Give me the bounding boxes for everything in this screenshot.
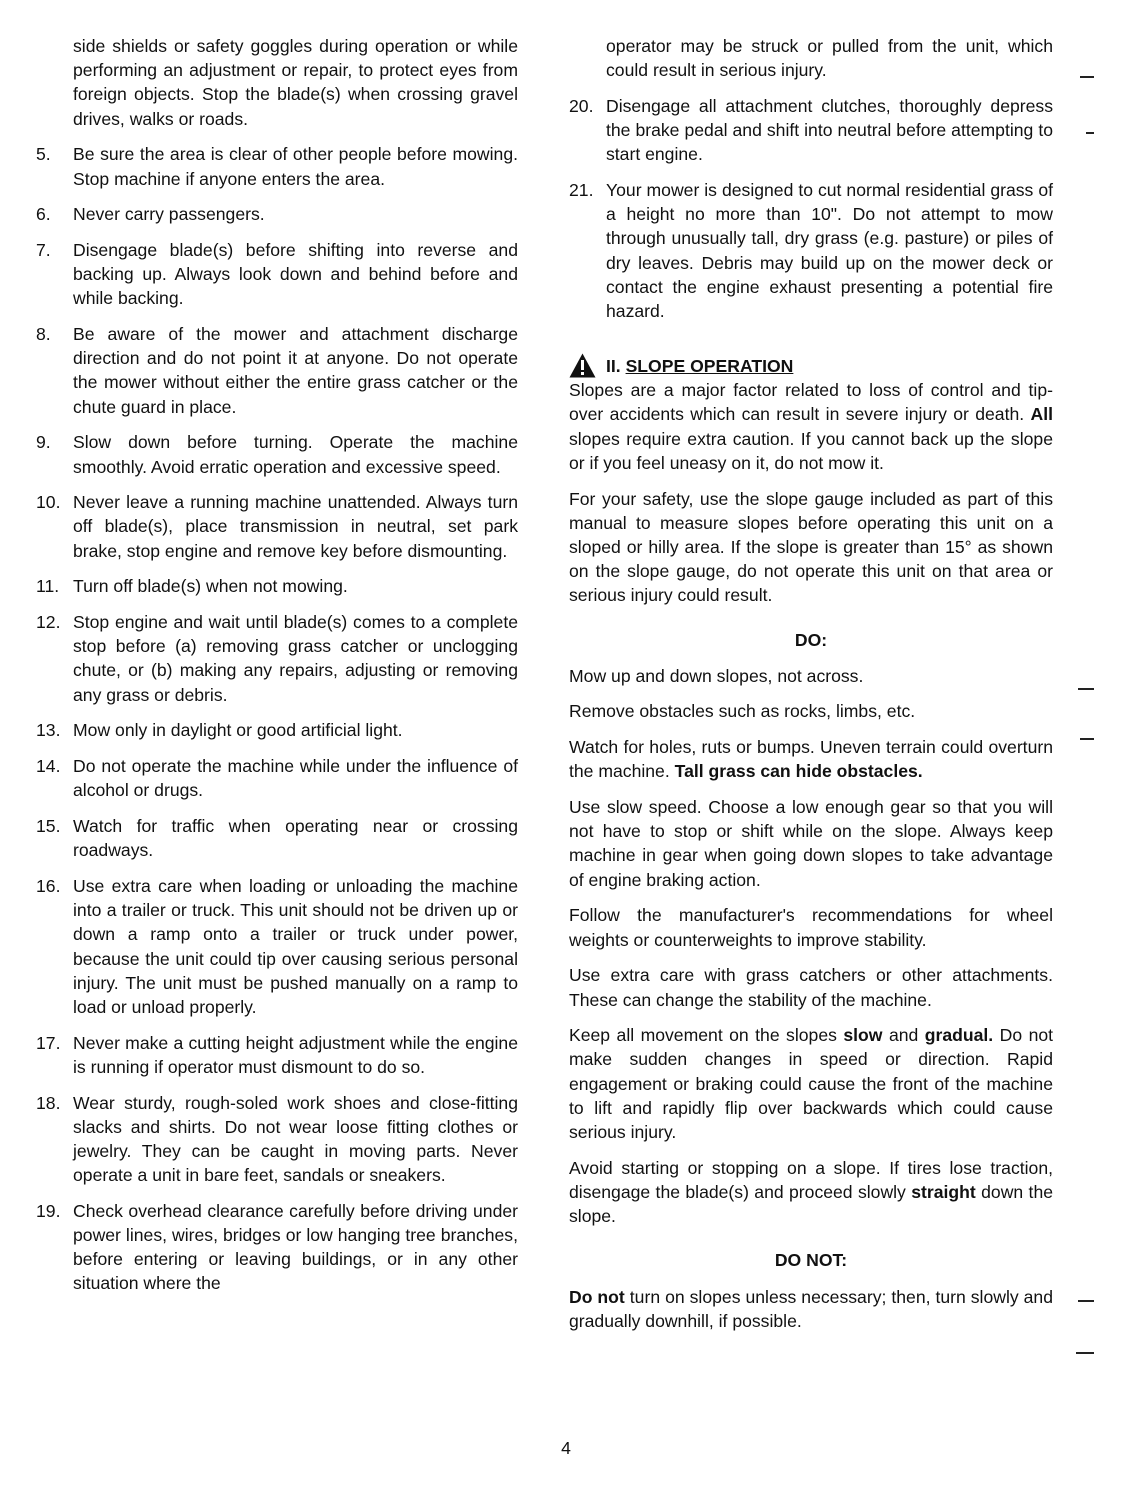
list-item <box>569 94 1053 167</box>
item-text: Never carry passengers. <box>73 204 265 225</box>
item-number: 20. <box>569 95 594 116</box>
do-paragraph: Use slow speed. Choose a low enough gear so that you will not have to stop or shift while on the slope. Always keep machine in gear when going down slopes to take advantage of engine braking action. <box>569 797 1053 890</box>
do-paragraph: Remove obstacles such as rocks, limbs, etc. <box>569 701 916 722</box>
text-run: turn on slopes unless necessary; then, turn slowly and gradually downhill, if possible. <box>569 1286 1054 1331</box>
do-not-paragraph <box>569 1285 1053 1333</box>
section-title-wrapper <box>606 354 793 378</box>
text-run: and <box>888 1025 919 1046</box>
list-item <box>36 202 518 226</box>
item-number: 15. <box>36 815 61 836</box>
bold-run: slow <box>843 1025 883 1046</box>
item-text: Disengage blade(s) before shifting into reverse and backing up. Always look down and behind before and while backing. <box>73 239 518 309</box>
item-number: 11. <box>36 576 60 597</box>
item-text: Mow only in daylight or good artificial light. <box>73 720 403 741</box>
list-item <box>36 1031 518 1079</box>
item-number: 9. <box>36 432 51 453</box>
margin-mark <box>1078 688 1094 690</box>
page-number: 4 <box>561 1438 571 1458</box>
item-number: 16. <box>36 875 61 896</box>
item-text: Stop engine and wait until blade(s) comes to a complete stop before (a) removing grass catcher or unclogging chute, or (b) making any repairs, adjusting or removing any grass or debris. <box>73 612 518 705</box>
right-column <box>569 34 1053 1344</box>
item-text: Turn off blade(s) when not mowing. <box>73 576 348 597</box>
list-item <box>36 238 518 311</box>
item-number: 5. <box>36 144 51 165</box>
text-run: Watch for holes, ruts or bumps. Uneven terrain could overturn the machine. <box>569 737 1053 782</box>
bold-run: Do not <box>569 1286 625 1307</box>
section-heading <box>569 353 1053 378</box>
text-run: Avoid starting or stopping on a slope. If tires lose traction, disengage the blade(s) and proceed slowly <box>569 1157 1053 1202</box>
item-19-continuation: operator may be struck or pulled from the unit, which could result in serious injury. <box>606 36 1053 81</box>
slope-gauge-paragraph: For your safety, use the slope gauge included as part of this manual to measure slopes before operating this unit on a sloped or hilly area. If the slope is greater than 15° as shown on the slope gauge, do not operate this unit on that area or serious injury could result. <box>569 488 1053 606</box>
list-item <box>36 754 518 802</box>
do-paragraph: Use extra care with grass catchers or other attachments. These can change the stability of the machine. <box>569 965 1053 1010</box>
bold-run: straight <box>911 1181 976 1202</box>
item-number: 19. <box>36 1200 61 1221</box>
item-number: 12. <box>36 612 61 633</box>
margin-mark <box>1080 738 1094 740</box>
item-text: Do not operate the machine while under the influence of alcohol or drugs. <box>73 756 518 801</box>
text-run: slopes require extra caution. If you cannot back up the slope or if you feel uneasy on it, do not mow it. <box>569 428 1053 473</box>
list-item <box>36 874 518 1019</box>
item-number: 17. <box>36 1032 61 1053</box>
section-title: SLOPE OPERATION <box>625 356 794 377</box>
slope-intro-paragraph <box>569 378 1053 475</box>
item-number: 10. <box>36 492 61 513</box>
item-number: 6. <box>36 204 51 225</box>
do-not-heading: DO NOT: <box>774 1250 848 1271</box>
text-run: Keep all movement on the slopes <box>569 1025 837 1046</box>
item-number: 18. <box>36 1092 61 1113</box>
text-run: Do not make sudden changes in speed or direction. Rapid engagement or braking could cause the front of the machine to lift and rapidly flip over backwards which could cause serious injury. <box>569 1025 1054 1143</box>
do-paragraph: Follow the manufacturer's recommendations for wheel weights or counterweights to improve stability. <box>569 905 1053 950</box>
do-paragraph <box>569 1156 1053 1229</box>
list-item <box>36 1199 518 1296</box>
list-item <box>36 322 518 419</box>
list-item <box>36 490 518 563</box>
do-paragraph <box>569 735 1053 783</box>
item-number: 8. <box>36 324 51 345</box>
list-item <box>36 718 518 742</box>
text-run: down the slope. <box>569 1181 1054 1227</box>
list-item <box>36 814 518 862</box>
item-text: Be aware of the mower and attachment discharge direction and do not point it at anyone. Do not operate the mower without either the entire grass catcher or the chute guard in place. <box>73 324 518 417</box>
left-column <box>36 34 518 1307</box>
text-run: Slopes are a major factor related to loss of control and tip-over accidents which can result in severe injury or death. <box>569 380 1053 425</box>
bold-run: All <box>1030 404 1053 425</box>
item-text: Slow down before turning. Operate the machine smoothly. Avoid erratic operation and excessive speed. <box>73 432 518 477</box>
section-number: II. <box>606 356 621 377</box>
item-number: 7. <box>36 239 51 260</box>
item-text: Wear sturdy, rough-soled work shoes and close-fitting slacks and shirts. Do not wear loose fitting clothes or jewelry. They can be caught in moving parts. Never operate a unit in bare feet, sandals or sneakers. <box>73 1092 518 1186</box>
item-text: Be sure the area is clear of other people before mowing. Stop machine if anyone enters the area. <box>73 144 518 189</box>
do-paragraph <box>569 1023 1053 1144</box>
item-text: Your mower is designed to cut normal residential grass of a height no more than 10". Do not attempt to mow through unusually tall, dry grass (e.g. pasture) or piles of dry leaves. Debris may build up on the mower deck or contact the engine exhaust presenting a potential fire hazard. <box>606 180 1053 322</box>
do-heading: DO: <box>794 629 828 650</box>
item-text: Never leave a running machine unattended. Always turn off blade(s), place transmission in neutral, set park brake, stop engine and remove key before dismounting. <box>73 492 518 561</box>
list-item <box>36 610 518 707</box>
list-item <box>36 142 518 190</box>
item-number: 21. <box>569 180 594 201</box>
item-text: Check overhead clearance carefully before driving under power lines, wires, bridges or low hanging tree branches, before entering or leaving buildings, or in any other situation where the <box>73 1200 518 1294</box>
margin-mark <box>1086 132 1094 134</box>
item-4-continuation: side shields or safety goggles during operation or while performing an adjustment or repair, to protect eyes from foreign objects. Stop the blade(s) when crossing gravel drives, walks or roads. <box>73 36 518 129</box>
item-number: 14. <box>36 756 61 777</box>
margin-mark <box>1078 1300 1094 1302</box>
margin-mark <box>1080 76 1094 78</box>
bold-run: gradual. <box>924 1025 994 1046</box>
bold-run: Tall grass can hide obstacles. <box>674 761 923 782</box>
list-item <box>36 430 518 478</box>
item-text: Disengage all attachment clutches, thoroughly depress the brake pedal and shift into neutral before attempting to start engine. <box>606 95 1053 165</box>
warning-triangle-icon <box>569 353 596 378</box>
margin-mark <box>1076 1352 1094 1354</box>
item-text: Watch for traffic when operating near or crossing roadways. <box>73 815 518 861</box>
list-item <box>36 574 518 598</box>
item-number: 13. <box>36 720 61 741</box>
do-paragraph: Mow up and down slopes, not across. <box>569 665 864 686</box>
item-text: Use extra care when loading or unloading the machine into a trailer or truck. This unit should not be driven up or down a ramp onto a trailer or truck under power, because the unit could tip over causing serious personal injury. The unit must be pushed manually on a ramp to load or unload properly. <box>73 875 518 1017</box>
item-text: Never make a cutting height adjustment while the engine is running if operator must dismount to do so. <box>73 1032 518 1077</box>
list-item <box>569 178 1053 323</box>
list-item <box>36 1091 518 1188</box>
